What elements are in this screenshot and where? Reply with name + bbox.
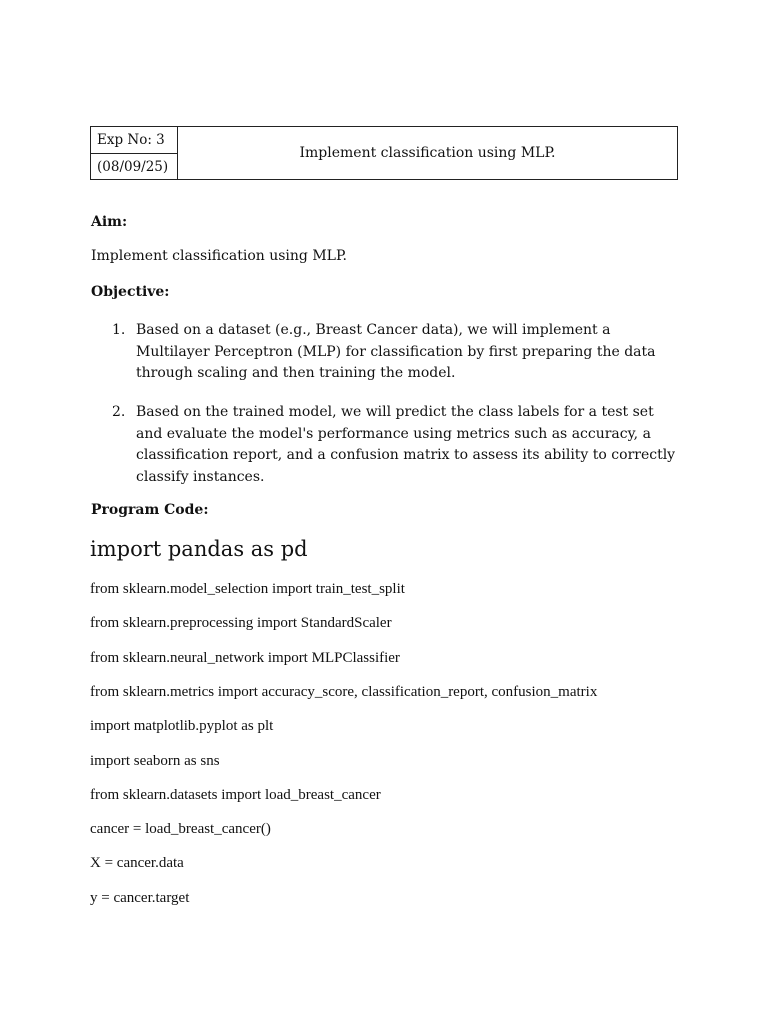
exp-date: (08/09/25) bbox=[97, 159, 169, 175]
aim-text: Implement classification using MLP. bbox=[91, 248, 347, 264]
code-line: from sklearn.datasets import load_breast_cancer bbox=[90, 787, 381, 803]
objective-item-number: 2. bbox=[112, 404, 126, 420]
program-code-heading: Program Code: bbox=[91, 502, 209, 518]
code-line: from sklearn.preprocessing import StandardScaler bbox=[90, 615, 392, 631]
code-line-import-pandas: import pandas as pd bbox=[90, 537, 308, 561]
aim-heading: Aim: bbox=[91, 214, 128, 230]
objective-item bbox=[112, 402, 684, 488]
objective-item-text: Based on a dataset (e.g., Breast Cancer data), we will implement a Multilayer Perceptron (MLP) for classification by first preparing the data through scaling and then training the model. bbox=[136, 322, 656, 381]
code-line: cancer = load_breast_cancer() bbox=[90, 821, 271, 837]
objective-heading: Objective: bbox=[91, 284, 170, 300]
objective-item-text: Based on the trained model, we will predict the class labels for a test set and evaluate the model's performance using metrics such as accuracy, a classification report, and a confusion matrix to assess its ability to correctly classify instances. bbox=[136, 404, 676, 485]
objective-item-number: 1. bbox=[112, 322, 126, 338]
code-line: import matplotlib.pyplot as plt bbox=[90, 718, 274, 734]
code-line: import seaborn as sns bbox=[90, 753, 220, 769]
header-left-column bbox=[91, 127, 178, 179]
code-line: from sklearn.neural_network import MLPClassifier bbox=[90, 650, 400, 666]
code-line: from sklearn.metrics import accuracy_score, classification_report, confusion_matrix bbox=[90, 684, 598, 700]
objective-item bbox=[112, 320, 684, 385]
experiment-header-table bbox=[90, 126, 678, 180]
code-line: X = cancer.data bbox=[90, 855, 184, 871]
experiment-title: Implement classification using MLP. bbox=[299, 145, 556, 161]
exp-number: Exp No: 3 bbox=[91, 127, 177, 154]
code-line: y = cancer.target bbox=[90, 890, 190, 906]
code-line: from sklearn.model_selection import train_test_split bbox=[90, 581, 405, 597]
